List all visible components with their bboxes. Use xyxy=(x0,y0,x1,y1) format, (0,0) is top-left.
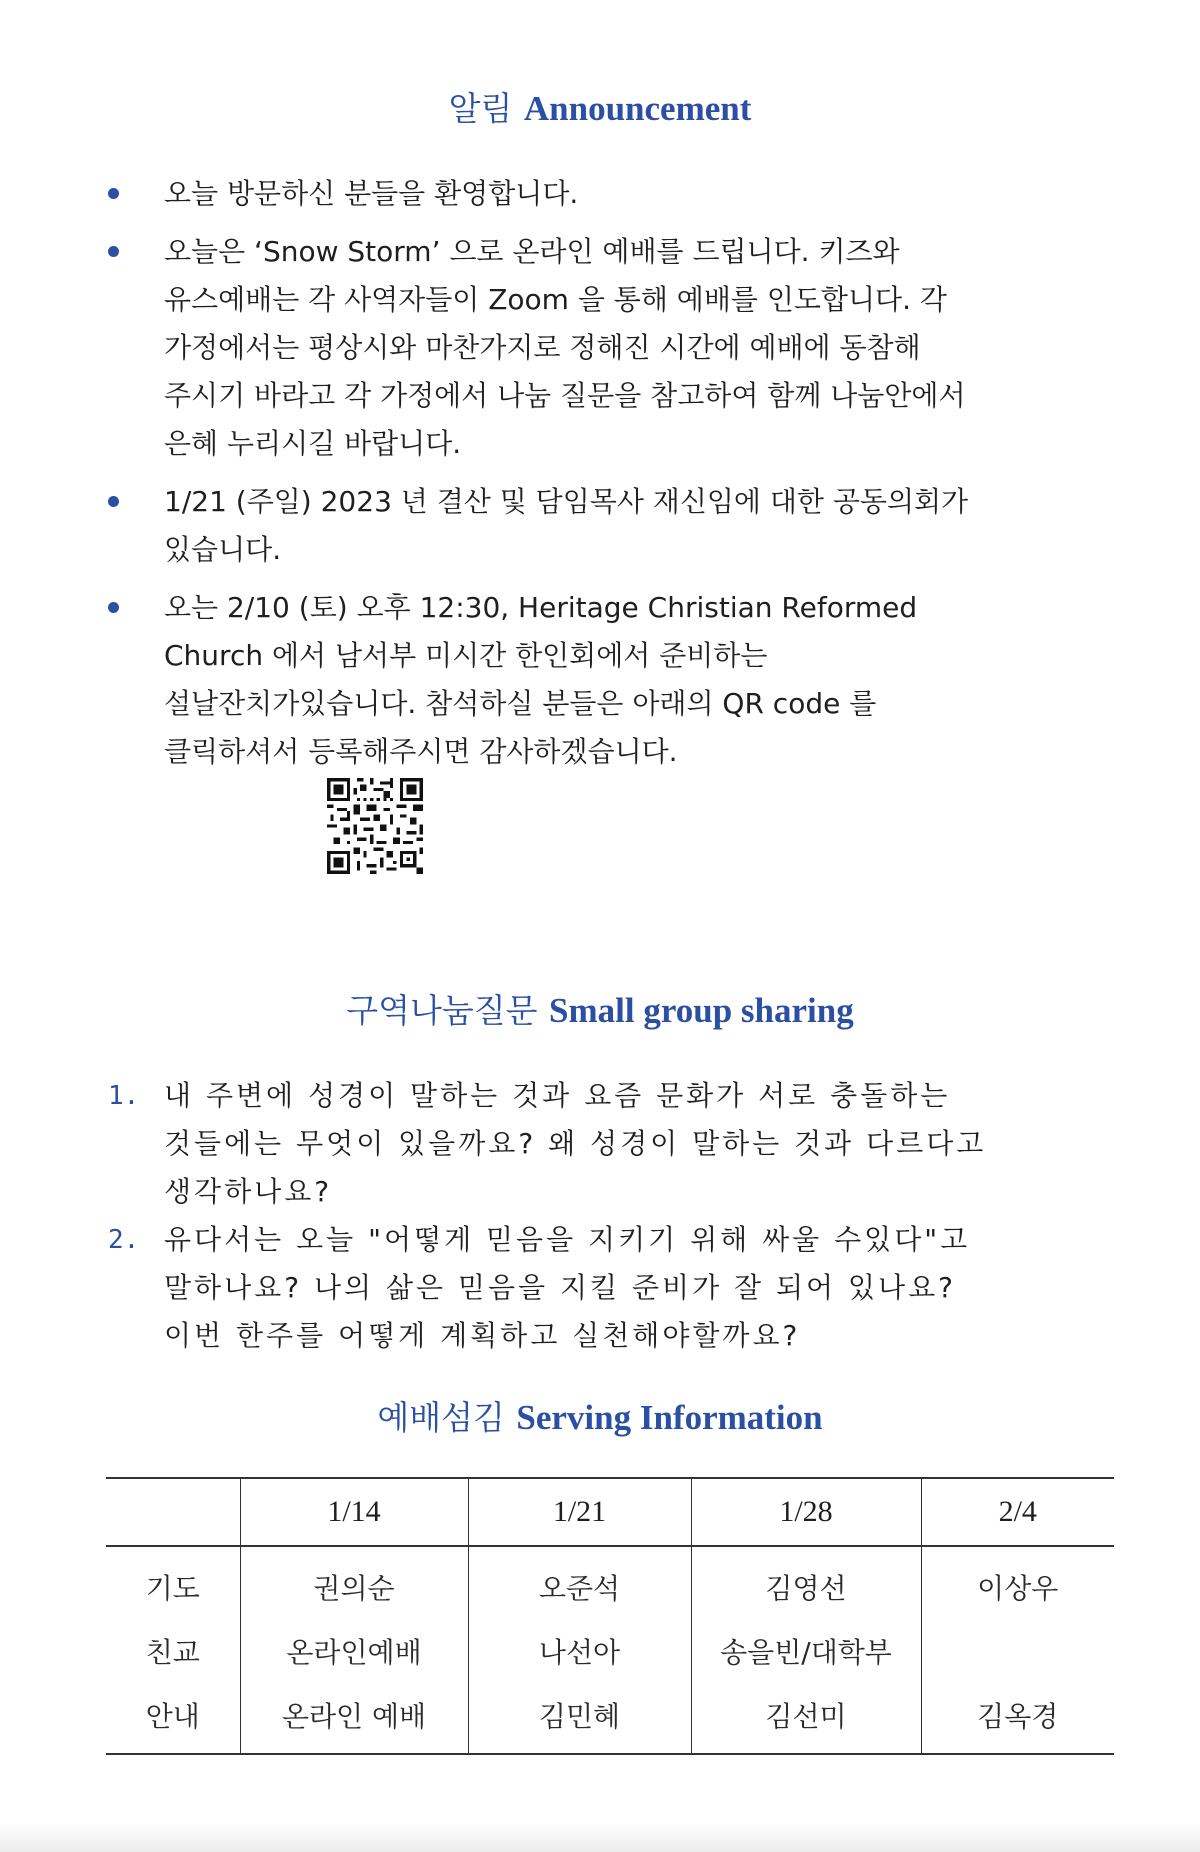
question-text: 유다서는 오늘 "어떻게 믿음을 지키기 위해 싸울 수있다"고 말하나요? 나의 삶은 믿음을 지킬 준비가 잘 되어 있나요? 이번 한주를 어떻게 계획하고 실천해야할까요? xyxy=(164,1223,971,1352)
bullet-dot-icon xyxy=(108,496,119,507)
announcement-item xyxy=(108,228,1098,468)
announcement-item xyxy=(108,170,1098,218)
announcement-item xyxy=(108,584,1098,776)
role-cell: 기도 xyxy=(145,1572,200,1605)
serving-table xyxy=(106,1477,1114,1755)
question-number: 1. xyxy=(108,1081,140,1111)
sharing-question xyxy=(108,1072,1108,1216)
date-header: 1/21 xyxy=(468,1478,691,1546)
sharing-heading-ko: 구역나눔질문 xyxy=(346,991,538,1030)
serving-heading-ko: 예배섬김 xyxy=(377,1398,505,1437)
serving-cell xyxy=(921,1619,1114,1683)
bullet-dot-icon xyxy=(108,188,119,199)
serving-cell: 이상우 xyxy=(921,1546,1114,1619)
question-number: 2. xyxy=(108,1225,140,1255)
date-header: 1/14 xyxy=(240,1478,468,1546)
announcement-heading xyxy=(0,89,1200,129)
sharing-heading-en: Small group sharing xyxy=(549,991,854,1030)
bullet-dot-icon xyxy=(108,602,119,613)
bullet-dot-icon xyxy=(108,246,119,257)
sharing-question xyxy=(108,1216,1108,1360)
serving-cell: 김옥경 xyxy=(921,1683,1114,1754)
serving-cell: 송을빈/대학부 xyxy=(691,1619,921,1683)
announcement-text: 1/21 (주일) 2023 년 결산 및 담임목사 재신임에 대한 공동의회가 있습니다. xyxy=(164,485,969,566)
table-row xyxy=(106,1546,1114,1619)
serving-cell: 온라인예배 xyxy=(240,1619,468,1683)
announcement-list xyxy=(108,170,1098,786)
announcement-heading-en: Announcement xyxy=(523,89,752,128)
page-bottom-shade xyxy=(0,1822,1200,1852)
announcement-text: 오늘은 ‘Snow Storm’ 으로 온라인 예배를 드립니다. 키즈와 유스예배는 각 사역자들이 Zoom 을 통해 예배를 인도합니다. 각 가정에서는 평상시와 마찬가지로 정해진 시간에 예배에 동참해 주시기 바라고 각 가정에서 나눔 질문을 참고하여 함께 나눔안에서 은혜 누리시길 바랍니다. xyxy=(164,235,966,460)
date-header: 2/4 xyxy=(921,1478,1114,1546)
sharing-question-list xyxy=(108,1072,1108,1360)
serving-heading-en: Serving Information xyxy=(516,1398,823,1437)
sharing-heading xyxy=(0,991,1200,1031)
role-header-cell xyxy=(106,1478,240,1546)
table-row xyxy=(106,1619,1114,1683)
date-header: 1/28 xyxy=(691,1478,921,1546)
table-row xyxy=(106,1683,1114,1754)
serving-header-row xyxy=(106,1478,1114,1546)
serving-cell: 온라인 예배 xyxy=(240,1683,468,1754)
registration-qr-code-icon[interactable] xyxy=(327,778,423,874)
role-cell: 안내 xyxy=(145,1700,200,1733)
role-cell: 친교 xyxy=(145,1636,200,1669)
question-text: 내 주변에 성경이 말하는 것과 요즘 문화가 서로 충돌하는 것들에는 무엇이 있을까요? 왜 성경이 말하는 것과 다르다고 생각하나요? xyxy=(164,1079,987,1208)
serving-cell: 오준석 xyxy=(468,1546,691,1619)
serving-cell: 김민혜 xyxy=(468,1683,691,1754)
serving-cell: 나선아 xyxy=(468,1619,691,1683)
serving-cell: 김영선 xyxy=(691,1546,921,1619)
announcement-text: 오늘 방문하신 분들을 환영합니다. xyxy=(164,177,579,210)
announcement-text: 오는 2/10 (토) 오후 12:30, Heritage Christian Reformed Church 에서 남서부 미시간 한인회에서 준비하는 설날잔치가있습니다. 참석하실 분들은 아래의 QR code 를 클릭하셔서 등록해주시면 감사하겠습니다. xyxy=(164,591,918,768)
announcement-item xyxy=(108,478,1098,574)
announcement-heading-ko: 알림 xyxy=(448,89,513,128)
serving-cell: 김선미 xyxy=(691,1683,921,1754)
serving-heading xyxy=(0,1398,1200,1438)
serving-cell: 권의순 xyxy=(240,1546,468,1619)
